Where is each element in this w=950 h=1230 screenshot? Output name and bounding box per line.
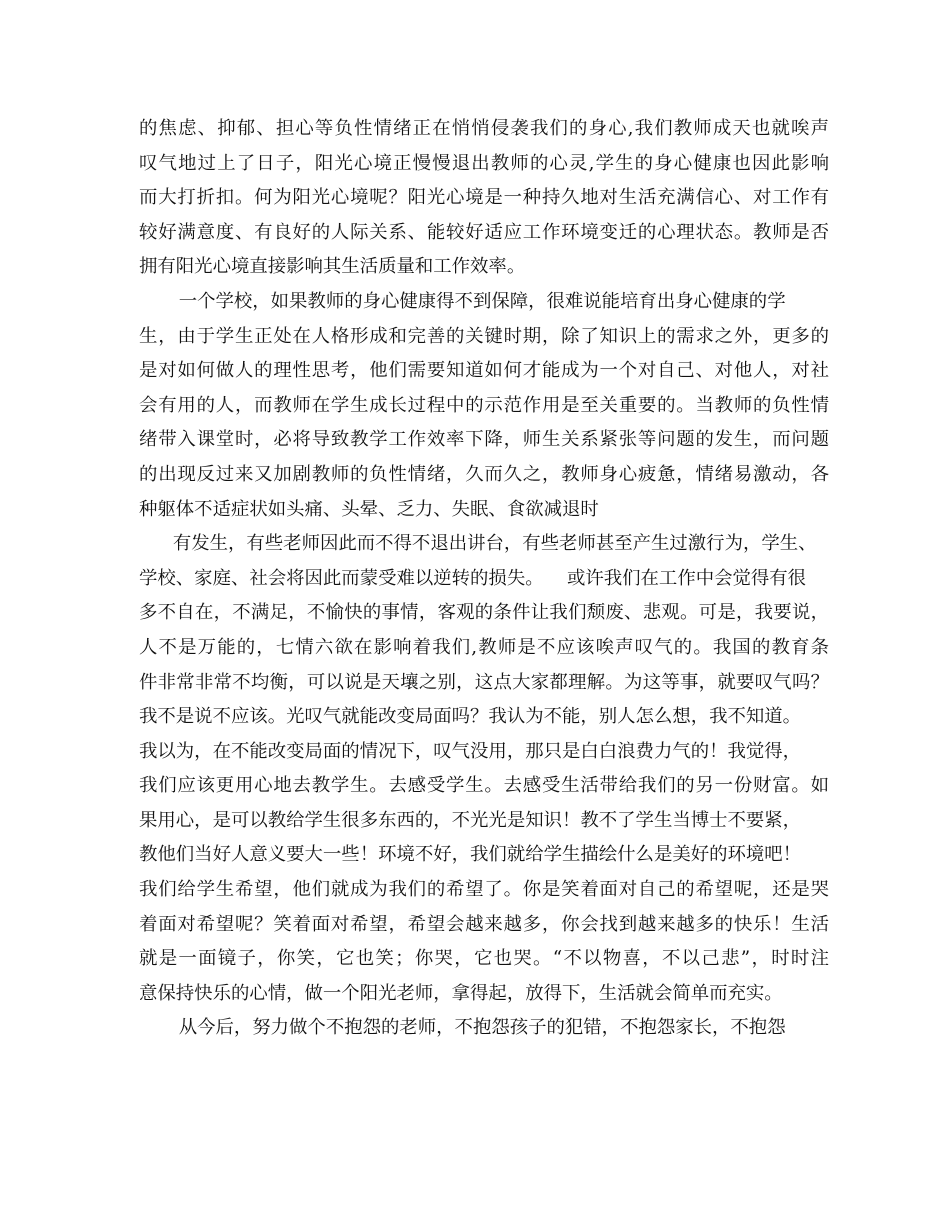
text-line: 绪带入课堂时，必将导致教学工作效率下降，师生关系紧张等问题的发生，而问题	[139, 429, 829, 451]
text-line: 我不是说不应该。光叹气就能改变局面吗？我认为不能，别人怎么想，我不知道。	[139, 706, 802, 728]
text-line: 是对如何做人的理性思考，他们需要知道如何才能成为一个对自己、对他人，对社	[139, 360, 829, 382]
text-line: 着面对希望呢？笑着面对希望，希望会越来越多，你会找到越来越多的快乐！生活	[139, 913, 829, 935]
text-line: 而大打折扣。何为阳光心境呢？阳光心境是一种持久地对生活充满信心、对工作有	[139, 187, 829, 209]
text-line: 拥有阳光心境直接影响其生活质量和工作效率。	[139, 256, 526, 278]
text-line: 学校、家庭、社会将因此而蒙受难以逆转的损失。 或许我们在工作中会觉得有很	[139, 567, 807, 589]
text-line: 的出现反过来又加剧教师的负性情绪，久而久之，教师身心疲惫，情绪易激动，各	[139, 463, 829, 485]
text-line: 件非常非常不均衡，可以说是天壤之别，这点大家都理解。为这等事，就要叹气吗？	[139, 671, 829, 693]
text-line: 多不自在，不满足，不愉快的事情，客观的条件让我们颓废、悲观。可是，我要说，	[139, 602, 829, 624]
text-line: 我们应该更用心地去教学生。去感受学生。去感受生活带给我们的另一份财富。如	[139, 775, 829, 797]
text-line: 就是一面镜子，你笑，它也笑；你哭，它也哭。“不以物喜，不以己悲”，时时注	[139, 948, 829, 970]
body-text	[139, 112, 829, 1046]
text-line: 叹气地过上了日子，阳光心境正慢慢退出教师的心灵,学生的身心健康也因此影响	[139, 152, 829, 174]
text-line: 教他们当好人意义要大一些！环境不好，我们就给学生描绘什么是美好的环境吧！	[139, 844, 802, 866]
text-line: 的焦虑、抑郁、担心等负性情绪正在悄悄侵袭我们的身心,我们教师成天也就唉声	[139, 118, 829, 139]
text-line: 人不是万能的，七情六欲在影响着我们,教师是不应该唉声叹气的。我国的教育条	[139, 636, 829, 658]
text-line: 我们给学生希望，他们就成为我们的希望了。你是笑着面对自己的希望呢，还是哭	[139, 879, 829, 901]
text-line: 生，由于学生正处在人格形成和完善的关键时期，除了知识上的需求之外，更多的	[139, 325, 829, 347]
text-line: 果用心，是可以教给学生很多东西的，不光光是知识！教不了学生当博士不要紧，	[139, 809, 802, 831]
paragraph-start-line: 一个学校，如果教师的身心健康得不到保障，很难说能培育出身心健康的学	[167, 290, 786, 312]
paragraph-start-line: 从今后，努力做个不抱怨的老师，不抱怨孩子的犯错，不抱怨家长，不抱怨	[167, 1017, 786, 1039]
text-line: 较好满意度、有良好的人际关系、能较好适应工作环境变迁的心理状态。教师是否	[139, 221, 829, 243]
paragraph-start-line: 有发生，有些老师因此而不得不退出讲台，有些老师甚至产生过激行为，学生、	[167, 533, 817, 555]
text-line: 会有用的人，而教师在学生成长过程中的示范作用是至关重要的。当教师的负性情	[139, 394, 829, 416]
text-line: 我以为，在不能改变局面的情况下，叹气没用，那只是白白浪费力气的！我觉得，	[139, 740, 802, 762]
text-line: 种躯体不适症状如头痛、头晕、乏力、失眠、食欲减退时	[139, 498, 599, 520]
text-line: 意保持快乐的心情，做一个阳光老师，拿得起，放得下，生活就会简单而充实。	[139, 982, 783, 1004]
